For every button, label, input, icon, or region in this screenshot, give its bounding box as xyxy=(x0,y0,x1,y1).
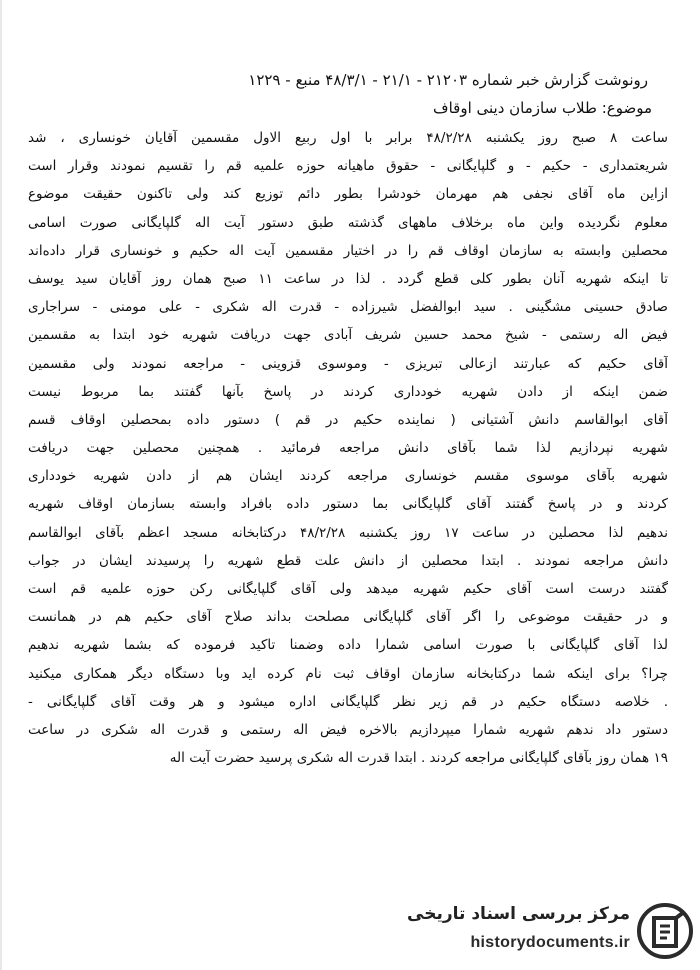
page-edge xyxy=(0,0,2,970)
body-line: تا اینکه شهریه آنان بطور کلی قطع گردد . لذا در ساعت ۱۱ صبح همان روز آقایان سید یوسف xyxy=(28,270,668,287)
report-subject: موضوع: طلاب سازمان دینی اوقاف xyxy=(433,99,652,117)
watermark-title: مرکز بررسی اسناد تاریخی xyxy=(407,904,630,924)
body-line: شریعتمداری - حکیم - و گلپایگانی - حقوق ماهیانه حوزه علمیه قم را تقسیم نمودند وقرار است xyxy=(28,158,668,175)
watermark-url: historydocuments.ir xyxy=(470,934,630,951)
body-line: ندهیم لذا محصلین در ساعت ۱۷ روز یکشنبه ۴۸/۲/۲۸ درکتابخانه مسجد اعظم بآقای ابوالقاسم xyxy=(28,524,668,541)
body-line: صادق حسینی مشگینی . سید ابوالفضل شیرزاده - قدرت اله شکری - علی مومنی - سراجاری xyxy=(28,299,668,316)
body-line: ازاین ماه آقای نجفی هم مهرمان خودشرا بطور دائم توزیع کند ولی تاکنون حقیقت موضوع xyxy=(28,186,668,203)
body-line: شهریه نپردازیم لذا شما بآقای دانش مراجعه فرمائید . همچنین محصلین جهت دریافت xyxy=(28,440,668,457)
body-line: معلوم نگردیده واین ماه برخلاف ماههای گذشته طبق دستور آیت اله گلپایگانی صورت اسامی xyxy=(28,214,668,231)
body-line: شهریه بآقای موسوی مقسم خونساری مراجعه کردند ایشان هم از دادن شهریه خودداری xyxy=(28,468,668,485)
body-line: . خلاصه دستگاه حکیم در قم زیر نظر گلپایگانی اداره میشود و هر وقت آقای گلپایگانی - xyxy=(28,693,668,710)
report-body xyxy=(28,124,668,772)
body-line: گفتند درست است آقای حکیم شهریه میدهد ولی آقای گلپایگانی رکن حوزه علمیه قم است xyxy=(28,581,668,597)
body-line: دستور داد ندهم شهریه شمارا میپردازیم بالاخره فیض اله رستمی و قدرت اله شکری در ساعت xyxy=(28,721,668,738)
report-header: رونوشت گزارش خبر شماره ۲۱۲۰۳ - ۲۱/۱ - ۴۸/۳/۱ منبع - ۱۲۲۹ xyxy=(248,71,648,89)
body-line: ساعت ۸ صبح روز یکشنبه ۴۸/۲/۲۸ برابر با اول ربیع الاول مقسمین آقایان خونساری ، شد xyxy=(28,130,668,146)
body-line: فیض اله رستمی - شیخ محمد حسین شریف آبادی جهت دریافت شهریه خود ابتدا به مقسمین xyxy=(28,327,668,344)
body-line: محصلین وابسته به سازمان اوقاف قم را در اختیار مقسمین آیت اله حکیم و خونساری قرار داده‌اند xyxy=(28,242,668,259)
body-line: لذا آقای گلپایگانی با صورت اسامی شمارا داده وضمنا تاکید فرموده که بشما شهریه ندهیم xyxy=(28,637,668,654)
body-line: کردند و در پاسخ گفتند آقای گلپایگانی بما دستور داده بافراد وابسته بسازمان اوقاف شهریه xyxy=(28,496,668,513)
archive-seal-icon xyxy=(636,902,694,960)
body-line: ۱۹ همان روز بآقای گلپایگانی مراجعه کردند . ابتدا قدرت اله شکری پرسید حضرت آیت اله xyxy=(169,750,668,767)
body-line: آقای ابوالقاسم دانش آشتیانی ( نماینده حکیم در قم ) دستور داده بمحصلین اوقاف قسم xyxy=(28,411,668,428)
body-line: ضمن اینکه از دادن شهریه خودداری کردند در پاسخ بآنها گفتند بما مربوط نیست xyxy=(28,383,668,400)
body-line: و در حقیقت موضوعی را اگر آقای گلپایگانی مصلحت بداند صلاح آقای حکیم هم در همانست xyxy=(28,609,668,626)
body-line: دانش مراجعه نمودند . ابتدا محصلین از دانش علت قطع شهریه را پرسیدند ایشان در جواب xyxy=(28,552,668,569)
body-line: چرا؟ برای اینکه شما درکتابخانه سازمان اوقاف ثبت نام کرده اید وبا دستگاه دیگر همکاری میکنید xyxy=(28,665,668,682)
body-line: آقای حکیم که عبارتند ازعالی تبریزی - وموسوی قزوینی - مراجعه نمودند ولی مقسمین xyxy=(28,355,668,372)
watermark xyxy=(408,900,694,962)
